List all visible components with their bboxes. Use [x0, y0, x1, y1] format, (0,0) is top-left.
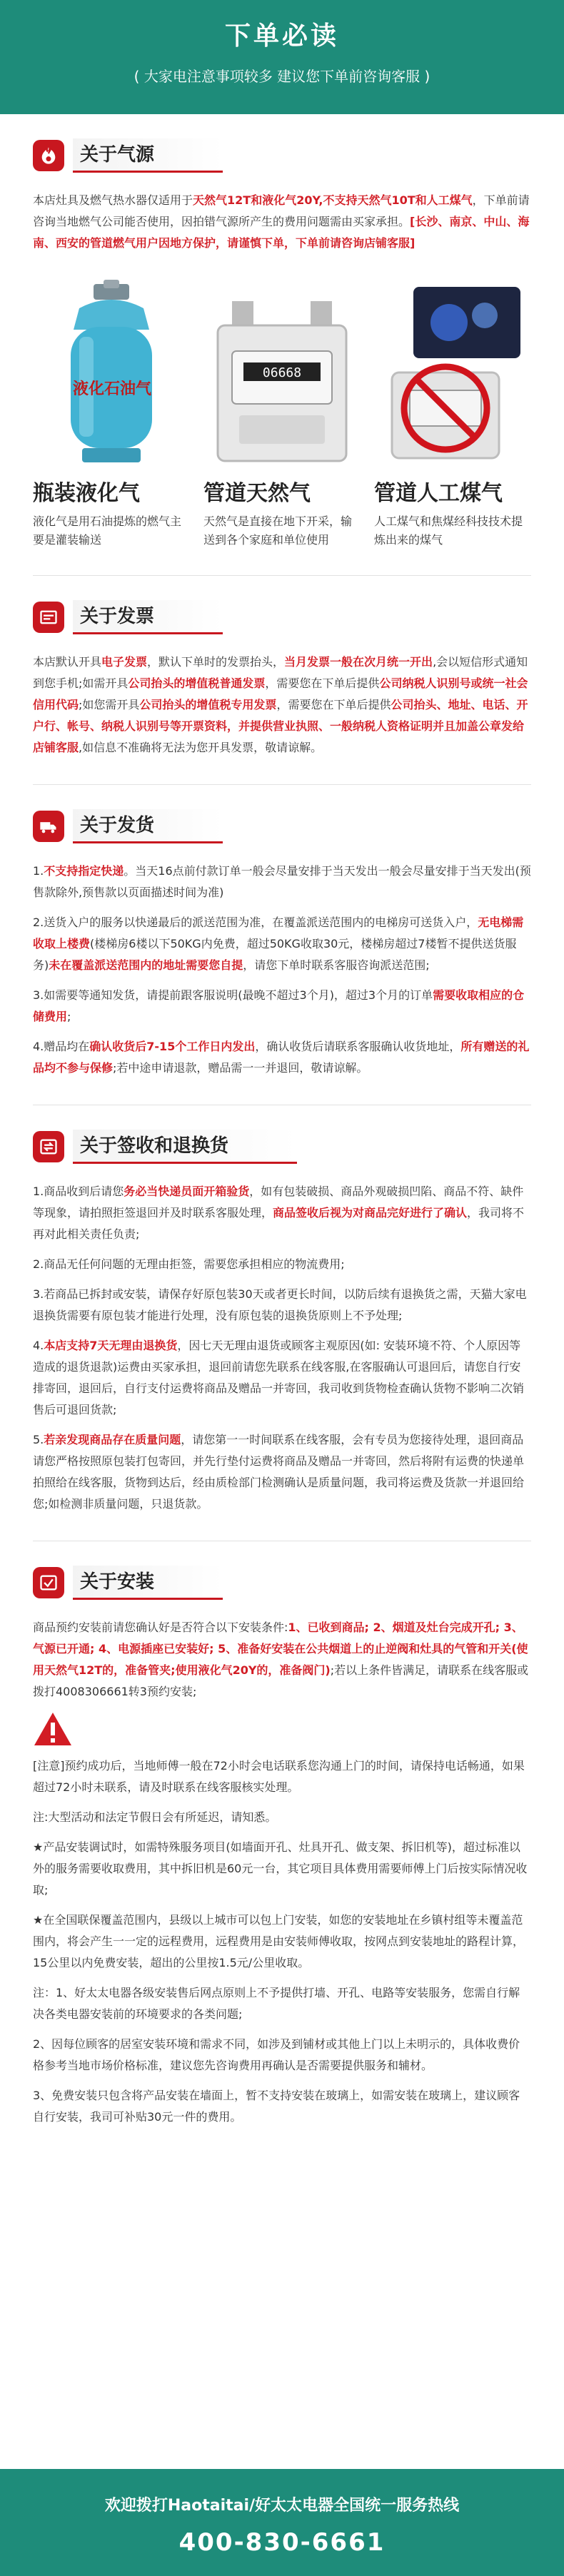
shipping-p3: [33, 985, 531, 1028]
invoice-icon: [33, 602, 64, 633]
shipping-text: 2.送货入户的服务以快递最后的派送范围为准，在覆盖派送范围内的电梯房可送货入户，: [33, 916, 478, 929]
gas-name-natural: 管道天然气: [203, 481, 311, 506]
returns-heading: [33, 1130, 531, 1164]
returns-text: ，因七天无理由退货或顾客主观原因(如: 安装环境不符、个人原因等造成的退货退款)运费由买家承担，退回前请您先联系在线客服,在客服确认可退回后，请您自行安排寄回，退回后，自行支付运费将商品及赠品一并寄回，我司收到货物检查确认货物不影响二次销售后可退回货款;: [33, 1339, 525, 1416]
invoice-text: ，默认下单时的发票抬头，: [147, 655, 285, 669]
divider: [33, 784, 531, 785]
invoice-highlight: 当月发票一般在次月统一开出: [284, 655, 433, 669]
invoice-text: ,如信息不准确将无法为您开具发票，敬请谅解。: [79, 741, 323, 754]
gas-card-natural: [203, 273, 361, 549]
invoice-highlight: 公司纳税人识别号或统一社会信用代码: [33, 676, 528, 711]
gas-highlight-2: [长沙、南京、中山、海南、西安的管道燃气用户因地方保护，请谨慎下单，下单前请咨询店铺客服]: [33, 215, 530, 250]
flame-icon: [33, 140, 64, 171]
gas-text-1: 本店灶具及燃气热水器仅适用于: [33, 193, 193, 207]
gas-title: 关于气源: [73, 138, 223, 173]
gas-card-lpg: [33, 273, 190, 549]
returns-text: ，我司将不再对此相关责任负责;: [33, 1206, 525, 1241]
returns-text: ，如有包装破损、商品外观破损凹陷、商品不符、缺件等现象，请拍照拒签退回并及时联系客服处理，: [33, 1185, 524, 1219]
returns-title: 关于签收和退换货: [73, 1130, 297, 1164]
page-title: 下单必读: [224, 21, 339, 51]
invoice-section: [0, 600, 564, 785]
gas-desc-lpg: 液化气是用石油提炼的燃气主要是灌装输送: [33, 514, 182, 547]
returns-p5: [33, 1429, 531, 1515]
shipping-text: 1.: [33, 864, 44, 878]
returns-p3: 3.若商品已拆封或安装，请保存好原包装30天或者更长时间，以防后续有退换货之需，天猫大家电退换货需要有原包装才能进行处理，没有原包装的退换货原则上不予处理;: [33, 1287, 527, 1322]
invoice-highlight: 电子发票: [101, 655, 148, 669]
hotline-phone[interactable]: 400-830-6661: [178, 2528, 386, 2557]
gas-section: [0, 138, 564, 576]
shipping-highlight: 无电梯需收取上楼费: [33, 916, 524, 950]
install-text: 商品预约安装前请您确认好是否符合以下安装条件:: [33, 1621, 288, 1634]
install-note-6: 2、因每位顾客的居室安装环境和需求不同，如涉及到铺材或其他上门以上未明示的，具体收费价格参考当地市场价格标准，建议您先咨询费用再确认是否需要提供服务和辅材。: [33, 2037, 520, 2072]
shipping-highlight: 确认收货后7-15个工作日内发出: [89, 1040, 256, 1053]
gas-card-coal: [374, 273, 531, 549]
install-text: ;若以上条件皆满足，请联系在线客服或拨打4008306661转3预约安装;: [33, 1663, 529, 1698]
header-banner: [0, 0, 564, 114]
meter-reading: 06668: [262, 365, 302, 380]
shipping-text: ;: [67, 1010, 71, 1023]
returns-p1: [33, 1181, 531, 1245]
shipping-heading: [33, 809, 531, 843]
invoice-text: ，需要您在下单后提供: [265, 676, 380, 690]
invoice-title: 关于发票: [73, 600, 223, 634]
shipping-text: ，确认收货后请联系客服确认收货地址，: [255, 1040, 461, 1053]
install-note-1: [注意]预约成功后，当地师傅一般在72小时会电话联系您沟通上门的时间，请保持电话畅通，如果超过72小时未联系，请及时联系在线客服核实处理。: [33, 1759, 525, 1794]
gas-text-2: ，下单前请咨询当地燃气公司能否使用，因拍错气源所产生的费用问题需由买家承担。: [33, 193, 530, 228]
warning-row: [33, 1711, 531, 1750]
hotline-text: 欢迎拨打Haotaitai/好太太电器全国统一服务热线: [104, 2497, 460, 2515]
install-title: 关于安装: [73, 1566, 223, 1600]
wrench-icon: [33, 1567, 64, 1598]
returns-text: 4.: [33, 1339, 44, 1352]
gas-desc-natural: 天然气是直接在地下开采，输送到各个家庭和单位使用: [203, 514, 353, 547]
gas-name-lpg: 瓶装液化气: [33, 481, 140, 506]
returns-text: 1.商品收到后请您: [33, 1185, 124, 1198]
shipping-p4: [33, 1036, 531, 1079]
invoice-text: ，需要您在下单后提供: [276, 698, 391, 711]
divider: [33, 575, 531, 576]
shipping-text: ，请您下单时联系客服咨询派送范围;: [243, 958, 430, 972]
lpg-tank-label: 液化石油气: [72, 380, 152, 398]
shipping-title: 关于发货: [73, 809, 223, 843]
shipping-text: 4.赠品均在: [33, 1040, 90, 1053]
invoice-text: ,会以短信形式通知到您手机;如需开具: [33, 655, 528, 690]
coal-gas-image: [374, 273, 531, 465]
shipping-text: 。当天16点前付款订单一般会尽量安排于当天发出一般会尽量安排于当天发出(预售款除外,预售款以页面描述时间为准): [33, 864, 531, 899]
hotline-footer: [0, 2469, 564, 2576]
returns-text: 5.: [33, 1433, 44, 1446]
install-section: [0, 1566, 564, 2128]
invoice-paragraph: [33, 651, 531, 759]
returns-p2: 2.商品无任何问题的无理由拒签，需要您承担相应的物流费用;: [33, 1257, 345, 1271]
shipping-p1: [33, 861, 531, 903]
shipping-section: [0, 809, 564, 1105]
gas-types-row: [33, 273, 531, 549]
invoice-highlight: 公司抬头、地址、电话、开户行、帐号、纳税人识别号等开票资料，并提供营业执照、一般纳税人资格证明并且加盖公章发给店铺客服: [33, 698, 528, 754]
shipping-text: 3.如需要等通知发货，请提前跟客服说明(最晚不超过3个月)，超过3个月的订单: [33, 988, 433, 1002]
invoice-heading: [33, 600, 531, 634]
gas-desc-coal: 人工煤气和焦煤经科技技术提炼出来的煤气: [374, 514, 523, 547]
shipping-text: (楼梯房6楼以下50KG内免费，超过50KG收取30元，楼梯房超过7楼暂不提供送货服务): [33, 937, 517, 972]
invoice-text: ;如您需开具: [79, 698, 140, 711]
install-note-3: ★产品安装调试时，如需特殊服务项目(如墙面开孔、灶具开孔、做支架、拆旧机等)，超过标准以外的服务需要收取费用，其中拆旧机是60元一台，其它项目具体费用需要师傅上门后按实际情况收取;: [33, 1840, 528, 1897]
install-heading: [33, 1566, 531, 1600]
gas-heading: [33, 138, 531, 173]
returns-highlight: 若亲发现商品存在质量问题: [44, 1433, 181, 1446]
shipping-highlight: 不支持指定快递: [44, 864, 124, 878]
gas-name-coal: 管道人工煤气: [374, 481, 503, 506]
returns-section: [0, 1130, 564, 1541]
shipping-text: ;若中途申请退款，赠品需一一并退回，敬请谅解。: [113, 1061, 368, 1075]
returns-text: ，请您第一一时间联系在线客服，会有专员为您接待处理，退回商品请您严格按照原包装打包寄回，并先行垫付运费将商品及赠品一并寄回，然后将附有运费的快递单拍照给在线客服，货物到达后，经由质检部门检测确认是质量问题，我司将运费及货款一并退回给您;如检测非质量问题，只退货款。: [33, 1433, 525, 1511]
returns-highlight: 本店支持7天无理由退换货: [44, 1339, 178, 1352]
install-note-2: 注:大型活动和法定节假日会有所延迟，请知悉。: [33, 1810, 277, 1824]
install-p1: [33, 1617, 531, 1703]
install-note-5: 注：1、好太太电器各级安装售后网点原则上不予提供打墙、开孔、电路等安装服务，您需自行解决各类电器安装前的环境要求的各类问题;: [33, 1986, 520, 2021]
page-subtitle: ( 大家电注意事项较多 建议您下单前咨询客服 ): [134, 68, 430, 85]
invoice-text: 本店默认开具: [33, 655, 102, 669]
shipping-highlight: 所有赠送的礼品均不参与保修: [33, 1040, 530, 1075]
warning-icon: [33, 1711, 73, 1747]
install-highlight: 1、已收到商品; 2、烟道及灶台完成开孔; 3、气源已开通; 4、电源插座已安装好; 5、准备好安装在公共烟道上的止逆阀和灶具的气管和开关(使用天然气12T的，准备管夹;使用液化气20Y的，准备阀门): [33, 1621, 528, 1677]
returns-highlight: 商品签收后视为对商品完好进行了确认: [273, 1206, 468, 1219]
gas-highlight-1: 天然气12T和液化气20Y,不支持天然气10T和人工煤气: [193, 193, 473, 207]
gas-paragraph: [33, 190, 531, 254]
shipping-p2: [33, 912, 531, 976]
returns-highlight: 务必当快递员面开箱验货: [124, 1185, 250, 1198]
install-note-4: ★在全国联保覆盖范围内，县级以上城市可以包上门安装，如您的安装地址在乡镇村组等未覆盖范围内，将会产生一一定的远程费用，远程费用是由安装师傅收取，按网点到安装地址的路程计算，15公里以内免费安装，超出的公里按1.5元/公里收取。: [33, 1913, 525, 1969]
invoice-highlight: 公司抬头的增值税普通发票: [128, 676, 266, 690]
truck-icon: [33, 811, 64, 842]
shipping-highlight: 需要收取相应的仓储费用: [33, 988, 525, 1023]
exchange-icon: [33, 1131, 64, 1162]
returns-p4: [33, 1335, 531, 1421]
lpg-tank-image: [33, 273, 190, 465]
install-note-7: 3、免费安装只包含将产品安装在墙面上，暂不支持安装在玻璃上，如需安装在玻璃上，建议顾客自行安装，我司可补贴30元一件的费用。: [33, 2089, 520, 2124]
gas-meter-image: [203, 273, 361, 465]
invoice-highlight: 公司抬头的增值税专用发票: [139, 698, 277, 711]
shipping-highlight: 未在覆盖派送范围内的地址需要您自提: [49, 958, 243, 972]
